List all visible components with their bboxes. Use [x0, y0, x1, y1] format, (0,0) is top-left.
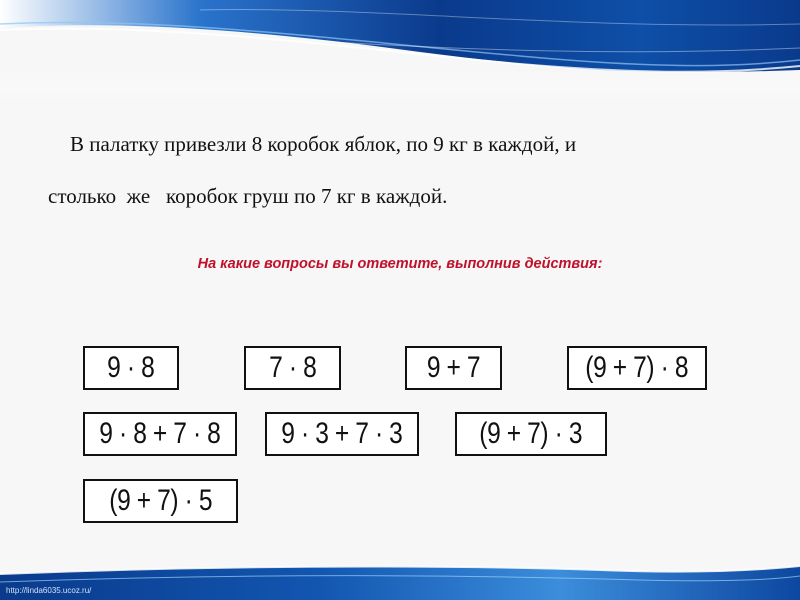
problem-text	[48, 118, 748, 222]
expression-card	[83, 346, 179, 390]
expression-text: 7 · 8	[268, 351, 317, 384]
expression-text: (9 + 7) · 8	[585, 351, 689, 384]
expression-text: (9 + 7) · 3	[479, 417, 583, 450]
expression-text: 9 · 8 + 7 · 8	[99, 417, 221, 450]
expression-text: 9 · 3 + 7 · 3	[281, 417, 403, 450]
problem-line-2: столько же коробок груш по 7 кг в каждой.	[48, 184, 448, 208]
expression-text: 9 · 8	[107, 351, 155, 384]
expression-card	[405, 346, 502, 390]
expression-text: 9 + 7	[426, 351, 481, 384]
expression-card	[455, 412, 607, 456]
expression-card	[83, 479, 238, 523]
expression-card	[567, 346, 707, 390]
footer-url: http://linda6035.ucoz.ru/	[6, 586, 92, 595]
bottom-decorative-banner	[0, 560, 800, 600]
problem-line-1: В палатку привезли 8 коробок яблок, по 9 кг в каждой, и	[70, 132, 577, 156]
question-text: На какие вопросы вы ответите, выполнив действия:	[197, 256, 603, 272]
expression-card	[244, 346, 341, 390]
expression-card	[265, 412, 419, 456]
expression-text: (9 + 7) · 5	[109, 484, 212, 517]
expression-card	[83, 412, 237, 456]
top-decorative-banner	[0, 0, 800, 100]
